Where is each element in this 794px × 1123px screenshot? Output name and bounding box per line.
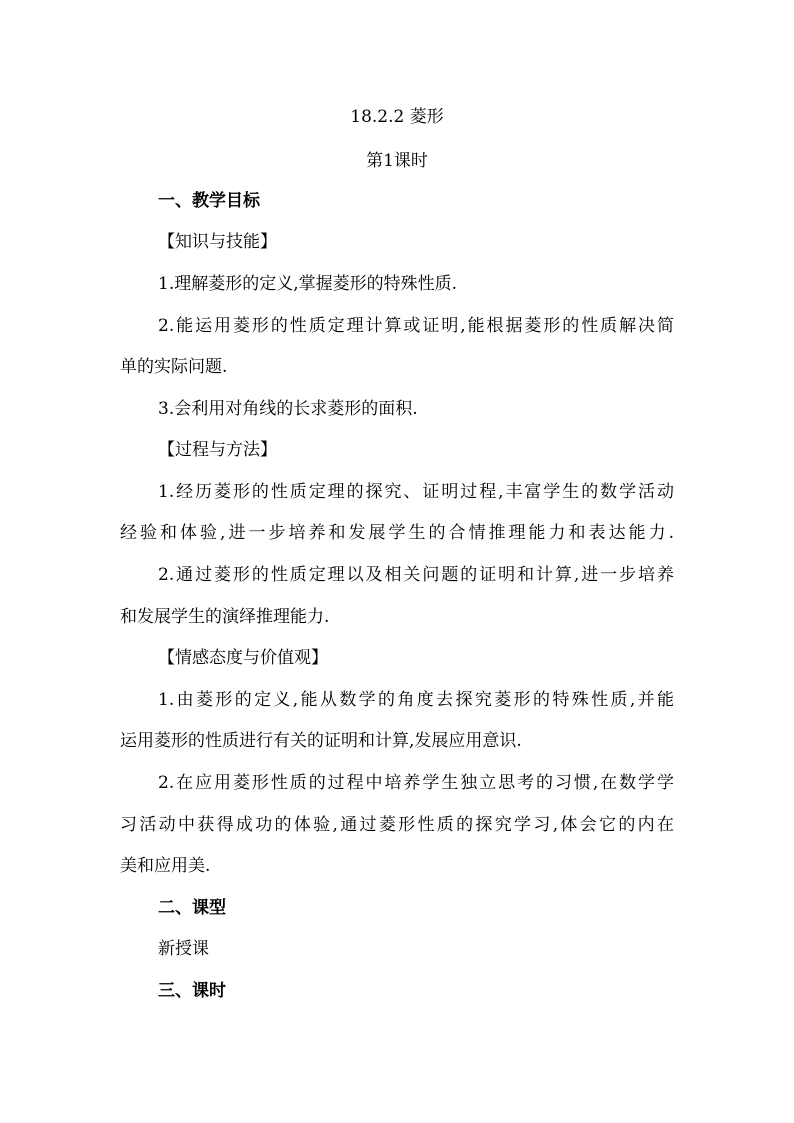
attitude-item-1-line-2: 运用菱形的性质进行有关的证明和计算,发展应用意识. [120, 731, 522, 751]
section-heading-class-hours: 三、课时 [158, 981, 226, 1001]
process-item-2-line-1: 2.通过菱形的性质定理以及相关问题的证明和计算,进一步培养 [158, 565, 674, 585]
process-item-1-line-1: 1.经历菱形的性质定理的探究、证明过程,丰富学生的数学活动 [158, 482, 674, 502]
document-subtitle: 第1课时 [366, 151, 428, 171]
document-title: 18.2.2 菱形 [350, 107, 444, 127]
knowledge-item-1: 1.理解菱形的定义,掌握菱形的特殊性质. [158, 274, 458, 294]
section-heading-objectives: 一、教学目标 [158, 191, 260, 211]
attitude-item-2-line-2: 习活动中获得成功的体验,通过菱形性质的探究学习,体会它的内在 [120, 815, 674, 835]
process-item-1-line-2: 经验和体验,进一步培养和发展学生的合情推理能力和表达能力. [120, 523, 674, 543]
attitude-item-2-line-3: 美和应用美. [120, 856, 211, 876]
subheading-process: 【过程与方法】 [158, 440, 277, 460]
subheading-knowledge: 【知识与技能】 [158, 232, 277, 252]
attitude-item-2-line-1: 2.在应用菱形性质的过程中培养学生独立思考的习惯,在数学学 [158, 773, 674, 793]
knowledge-item-2-line-1: 2.能运用菱形的性质定理计算或证明,能根据菱形的性质解决简 [158, 316, 674, 336]
knowledge-item-3: 3.会利用对角线的长求菱形的面积. [158, 399, 418, 419]
process-item-2-line-2: 和发展学生的演绎推理能力. [120, 607, 330, 627]
knowledge-item-2-line-2: 单的实际问题. [120, 357, 228, 377]
lesson-type-content: 新授课 [158, 939, 209, 959]
subheading-attitude: 【情感态度与价值观】 [158, 648, 328, 668]
attitude-item-1-line-1: 1.由菱形的定义,能从数学的角度去探究菱形的特殊性质,并能 [158, 690, 674, 710]
section-heading-lesson-type: 二、课型 [158, 898, 226, 918]
